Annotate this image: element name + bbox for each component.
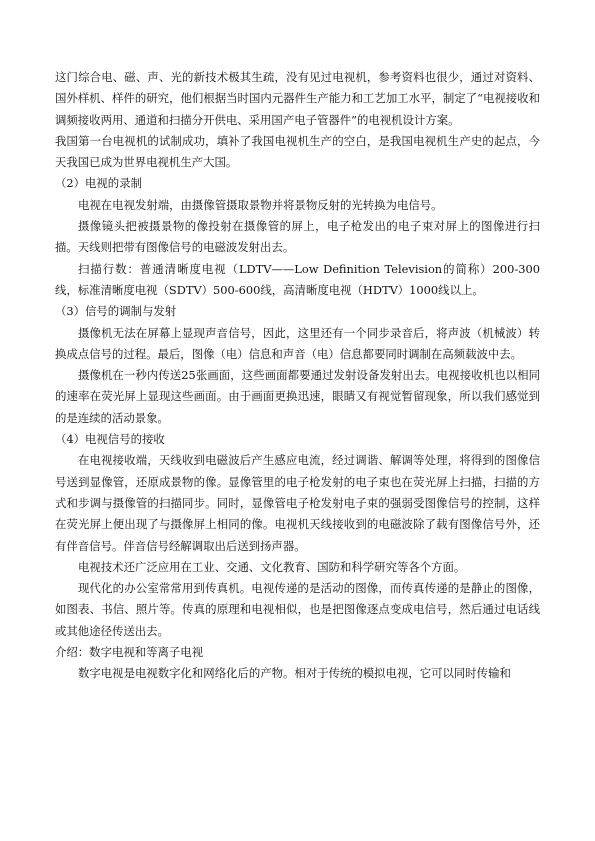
paragraph-tv-applications: 电视技术还广泛应用在工业、交通、文化教育、国防和科学研究等各个方面。 — [78, 559, 466, 574]
paragraph-audio-modulation: 摄像机无法在屏幕上显现声音信号，因此，这里还有一个同步录音后，将声波（机械波）转换成点信号的过程。最后，图像（电）信息和声音（电）信息都要同时调制在高频载波中去。 — [55, 325, 540, 361]
paragraph-first-tv-design: 这门综合电、磁、声、光的新技术极其生疏，没有见过电视机，参考资料也很少，通过对资料、国外样机、样件的研究，他们根据当时国内元器件生产能力和工艺加工水平，制定了“电视接收和调频接收两用、通道和扫描分开供电、采用国产电子管器件”的电视机设计方案。 — [55, 70, 540, 127]
paragraph-scan-lines: 扫描行数：普通清晰度电视（LDTV——Low Definition Television的简称）200-300线，标准清晰度电视（SDTV）500-600线，高清晰度电视（HDTV）1000线以上。 — [55, 261, 540, 297]
paragraph-camera-scan: 摄像镜头把被摄景物的像投射在摄像管的屏上，电子枪发出的电子束对屏上的图像进行扫描。天线则把带有图像信号的电磁波发射出去。 — [55, 219, 540, 255]
document-body — [55, 67, 540, 685]
paragraph-frame-rate: 摄像机在一秒内传送25张画面，这些画面都要通过发射设备发射出去。电视接收机也以相同的速率在荧光屏上显现这些画面。由于画面更换迅速，眼睛又有视觉暂留现象，所以我们感觉到的是连续的活动景象。 — [55, 368, 540, 425]
section-heading-recording: （2）电视的录制 — [55, 176, 142, 191]
section-heading-reception: （4）电视信号的接收 — [55, 432, 165, 447]
paragraph-recording-intro: 电视在电视发射端，由摄像管摄取景物并将景物反射的光转换为电信号。 — [78, 197, 443, 212]
paragraph-digital-tv: 数字电视是电视数字化和网络化后的产物。相对于传统的模拟电视，它可以同时传输和 — [78, 666, 511, 681]
section-heading-digital-plasma: 介绍：数字电视和等离子电视 — [55, 645, 204, 660]
paragraph-reception-process: 在电视接收端，天线收到电磁波后产生感应电流，经过调谐、解调等处理，将得到的图像信号送到显像管，还原成景物的像。显像管里的电子枪发射的电子束也在荧光屏上扫描，扫描的方式和步调与摄像管的扫描同步。同时，显像管电子枪发射电子束的强弱受图像信号的控制，这样在荧光屏上便出现了与摄像屏上相同的像。电视机天线接收到的电磁波除了载有图像信号外，还有伴音信号。伴音信号经解调取出后送到扬声器。 — [55, 453, 540, 553]
section-heading-modulation: （3）信号的调制与发射 — [55, 304, 177, 319]
paragraph-first-tv-success: 我国第一台电视机的试制成功，填补了我国电视机生产的空白，是我国电视机生产史的起点，今天我国已成为世界电视机生产大国。 — [55, 133, 540, 170]
paragraph-fax-machine: 现代化的办公室常常用到传真机。电视传递的是活动的图像，而传真传递的是静止的图像，如图表、书信、照片等。传真的原理和电视相似，也是把图像逐点变成电信号，然后通过电话线或其他途径传送出去。 — [55, 581, 540, 638]
